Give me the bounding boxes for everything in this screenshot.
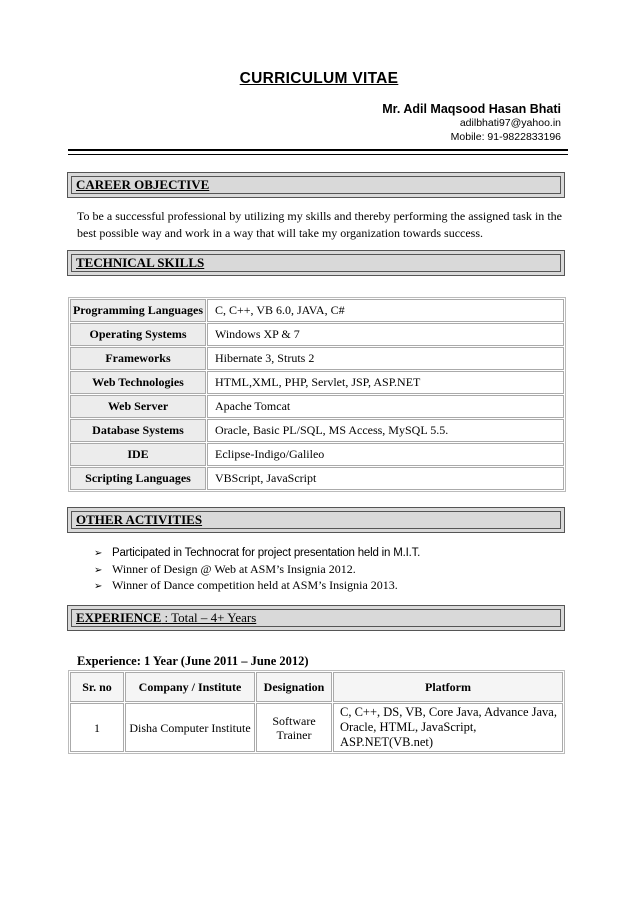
candidate-email: adilbhati97@yahoo.in (459, 117, 561, 129)
table-row (70, 703, 563, 752)
document-title: CURRICULUM VITAE (239, 70, 399, 87)
column-header-sr-no: Sr. no (70, 672, 124, 702)
experience-heading-box (67, 605, 565, 631)
activity-text: Participated in Technocrat for project presentation held in M.I.T. (112, 547, 421, 559)
company-cell: Disha Computer Institute (125, 703, 255, 752)
table-row (70, 371, 564, 394)
technical-skills-table (68, 297, 566, 492)
technical-skills-heading-box (67, 250, 565, 276)
arrow-bullet-icon: ➢ (94, 581, 103, 592)
skill-value: Oracle, Basic PL/SQL, MS Access, MySQL 5.5. (207, 419, 564, 442)
skill-key: Programming Languages (70, 299, 206, 322)
skill-key: Web Technologies (70, 371, 206, 394)
candidate-name: Mr. Adil Maqsood Hasan Bhati (382, 102, 561, 116)
skill-value: Apache Tomcat (207, 395, 564, 418)
table-row (70, 323, 564, 346)
designation-cell: Software Trainer (256, 703, 332, 752)
skill-value: HTML,XML, PHP, Servlet, JSP, ASP.NET (207, 371, 564, 394)
other-activities-list (94, 545, 420, 595)
skill-value: Hibernate 3, Struts 2 (207, 347, 564, 370)
skill-key: Web Server (70, 395, 206, 418)
skill-key: Database Systems (70, 419, 206, 442)
skill-value: Eclipse-Indigo/Galileo (207, 443, 564, 466)
technical-skills-heading: TECHNICAL SKILLS (76, 255, 205, 270)
table-row (70, 395, 564, 418)
career-objective-heading-box (67, 172, 565, 198)
table-row (70, 443, 564, 466)
activity-text: Winner of Design @ Web at ASM’s Insignia 2012. (112, 561, 356, 576)
candidate-mobile: Mobile: 91-9822833196 (450, 131, 561, 143)
table-row (70, 467, 564, 490)
table-row (70, 347, 564, 370)
experience-heading-label (76, 610, 256, 626)
arrow-bullet-icon: ➢ (94, 548, 103, 559)
other-activities-heading-box (67, 507, 565, 533)
sr-no-cell: 1 (70, 703, 124, 752)
table-row (70, 299, 564, 322)
list-item (94, 545, 420, 562)
column-header-company: Company / Institute (125, 672, 255, 702)
skill-value: C, C++, VB 6.0, JAVA, C# (207, 299, 564, 322)
table-row (70, 419, 564, 442)
skill-key: IDE (70, 443, 206, 466)
experience-sub-heading: Experience: 1 Year (June 2011 – June 2012) (77, 654, 309, 668)
list-item (94, 578, 420, 595)
experience-table (68, 670, 565, 754)
skill-key: Frameworks (70, 347, 206, 370)
experience-total: : Total – 4+ Years (161, 610, 257, 625)
activity-text: Winner of Dance competition held at ASM’s Insignia 2013. (112, 578, 398, 592)
column-header-platform: Platform (333, 672, 563, 702)
platform-cell: C, C++, DS, VB, Core Java, Advance Java, Oracle, HTML, JavaScript, ASP.NET(VB.net) (333, 703, 563, 752)
header-rule-top (68, 149, 568, 151)
skill-value: VBScript, JavaScript (207, 467, 564, 490)
header-rule-bottom (68, 154, 568, 155)
list-item (94, 562, 420, 579)
skill-value: Windows XP & 7 (207, 323, 564, 346)
career-objective-heading: CAREER OBJECTIVE (76, 177, 210, 192)
other-activities-heading: OTHER ACTIVITIES (76, 512, 203, 527)
experience-heading: EXPERIENCE (76, 610, 162, 625)
column-header-designation: Designation (256, 672, 332, 702)
career-objective-text: To be a successful professional by utilizing my skills and thereby performing the assigned task in the best possible way and work in a way that will take my organization towards success. (77, 209, 562, 240)
arrow-bullet-icon: ➢ (94, 564, 103, 576)
skill-key: Scripting Languages (70, 467, 206, 490)
skill-key: Operating Systems (70, 323, 206, 346)
table-header-row (70, 672, 563, 702)
